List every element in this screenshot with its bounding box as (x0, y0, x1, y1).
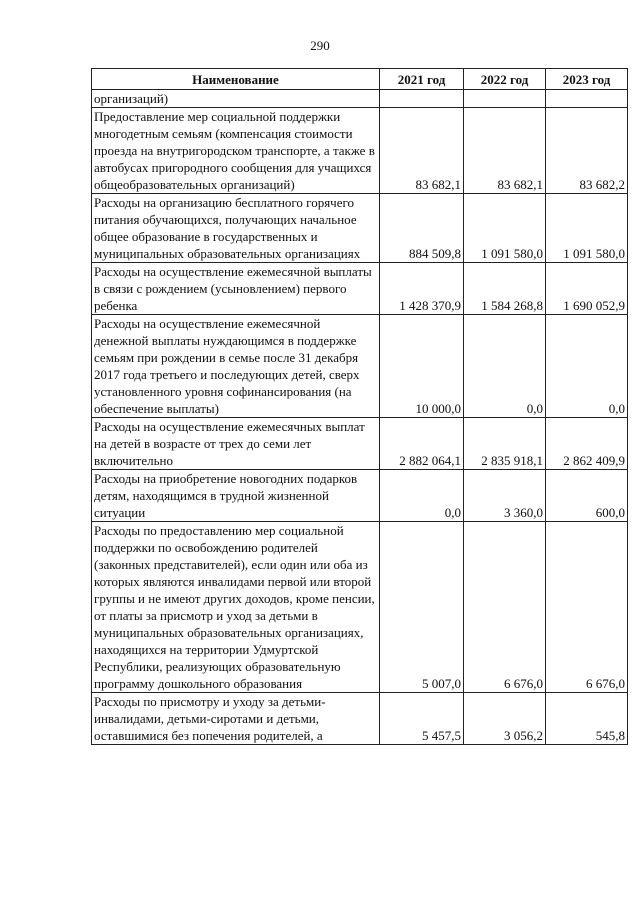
row-name: Расходы на организацию бесплатного горячего питания обучающихся, получающих начальное общее образование в государственных и муниципальных образовательных организациях (92, 194, 380, 263)
row-name: Расходы на приобретение новогодних подарков детям, находящимся в трудной жизненной ситуации (92, 470, 380, 522)
table-row (92, 693, 628, 745)
table-row (92, 470, 628, 522)
row-value-2021: 1 428 370,9 (380, 263, 464, 315)
row-value-2022: 3 360,0 (464, 470, 546, 522)
table-row (92, 522, 628, 693)
row-value-2021: 5 007,0 (380, 522, 464, 693)
row-value-2022: 0,0 (464, 315, 546, 418)
row-value-2022 (464, 90, 546, 108)
row-value-2022: 2 835 918,1 (464, 418, 546, 470)
row-value-2022: 1 584 268,8 (464, 263, 546, 315)
row-name: Расходы по предоставлению мер социальной поддержки по освобождению родителей (законных представителей), если один или оба из которых являются инвалидами первой или второй группы и не имеют других доходов, кроме пенсии, от платы за присмотр и уход за детьми в муниципальных образовательных организациях, находящихся на территории Удмуртской Республики, реализующих образовательную программу дошкольного образования (92, 522, 380, 693)
row-value-2021: 0,0 (380, 470, 464, 522)
row-value-2021: 83 682,1 (380, 108, 464, 194)
row-name: Расходы на осуществление ежемесячной денежной выплаты нуждающимся в поддержке семьям при рождении в семье после 31 декабря 2017 года третьего и последующих детей, сверх установленного уровня софинансирования (на обеспечение выплаты) (92, 315, 380, 418)
table-row (92, 418, 628, 470)
row-value-2021: 2 882 064,1 (380, 418, 464, 470)
row-value-2022: 83 682,1 (464, 108, 546, 194)
column-header-2023: 2023 год (546, 69, 628, 90)
page-number: 290 (310, 38, 330, 53)
row-value-2022: 1 091 580,0 (464, 194, 546, 263)
row-value-2022: 3 056,2 (464, 693, 546, 745)
row-name: организаций) (92, 90, 380, 108)
row-value-2022: 6 676,0 (464, 522, 546, 693)
column-header-name: Наименование (92, 69, 380, 90)
row-value-2023: 1 690 052,9 (546, 263, 628, 315)
table-row (92, 90, 628, 108)
table-row (92, 315, 628, 418)
row-value-2023: 83 682,2 (546, 108, 628, 194)
column-header-2022: 2022 год (464, 69, 546, 90)
row-value-2021: 5 457,5 (380, 693, 464, 745)
table-row (92, 194, 628, 263)
row-value-2021 (380, 90, 464, 108)
table-row (92, 263, 628, 315)
row-value-2023: 6 676,0 (546, 522, 628, 693)
row-value-2021: 884 509,8 (380, 194, 464, 263)
row-value-2023: 600,0 (546, 470, 628, 522)
row-value-2023 (546, 90, 628, 108)
row-value-2023: 0,0 (546, 315, 628, 418)
row-value-2023: 2 862 409,9 (546, 418, 628, 470)
column-header-2021: 2021 год (380, 69, 464, 90)
row-name: Расходы по присмотру и уходу за детьми-инвалидами, детьми-сиротами и детьми, оставшимися без попечения родителей, а (92, 693, 380, 745)
row-value-2021: 10 000,0 (380, 315, 464, 418)
budget-table (91, 68, 628, 745)
table-header-row (92, 69, 628, 90)
row-name: Расходы на осуществление ежемесячной выплаты в связи с рождением (усыновлением) первого ребенка (92, 263, 380, 315)
row-value-2023: 545,8 (546, 693, 628, 745)
row-value-2023: 1 091 580,0 (546, 194, 628, 263)
row-name: Предоставление мер социальной поддержки многодетным семьям (компенсация стоимости проезда на внутригородском транспорте, а также в автобусах пригородного сообщения для учащихся общеобразовательных организаций) (92, 108, 380, 194)
table-row (92, 108, 628, 194)
row-name: Расходы на осуществление ежемесячных выплат на детей в возрасте от трех до семи лет включительно (92, 418, 380, 470)
